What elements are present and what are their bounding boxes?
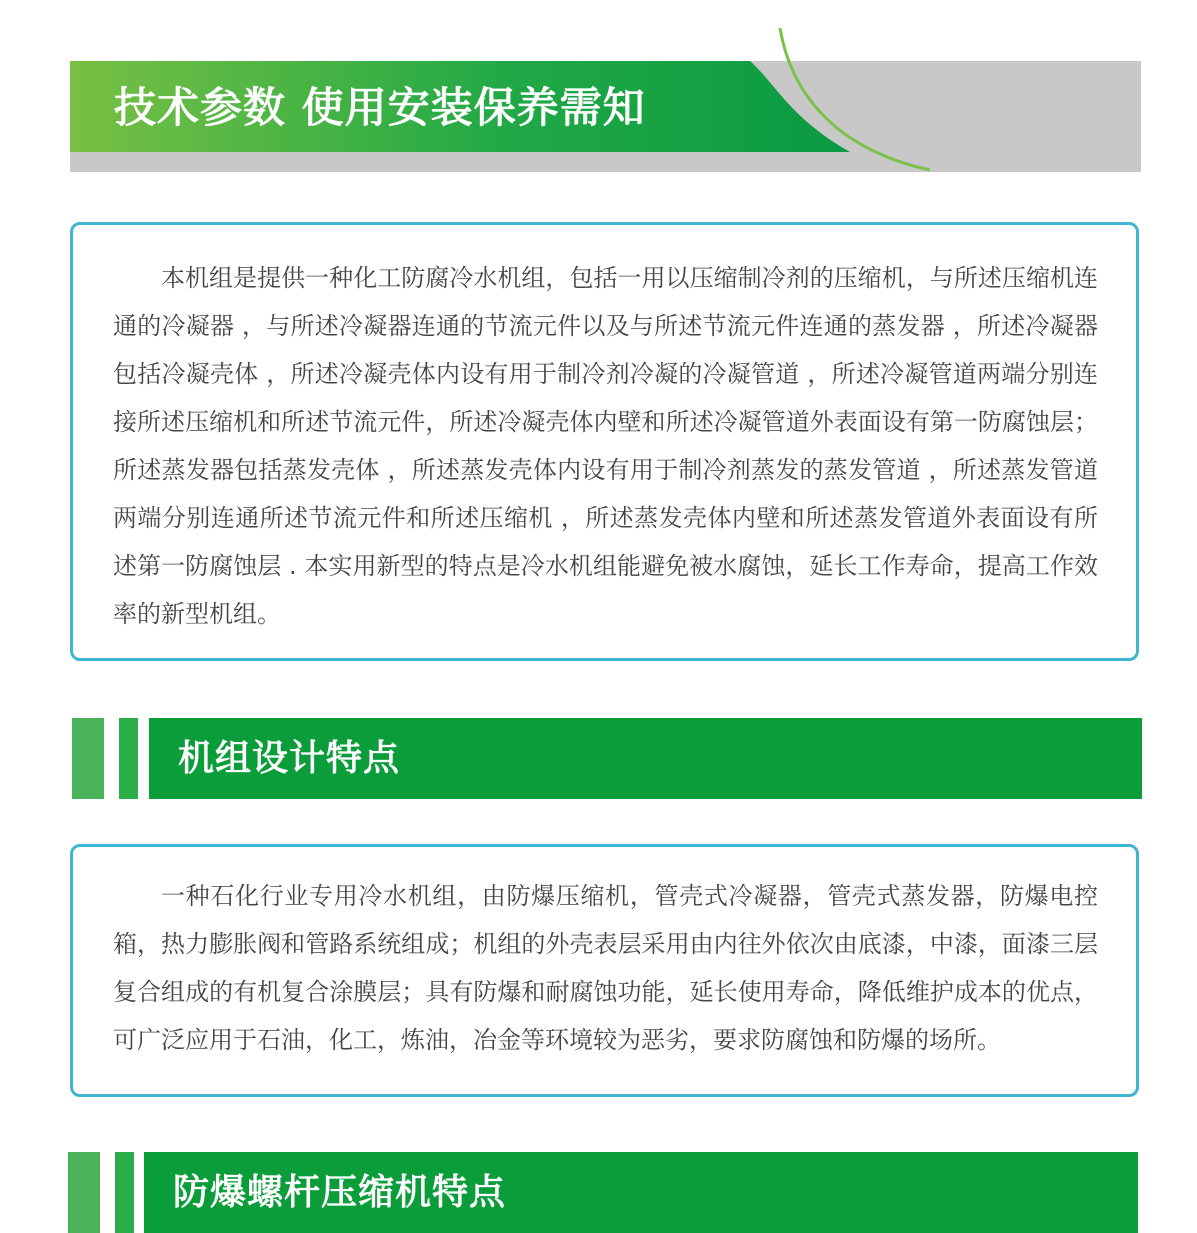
header-band <box>144 1152 1138 1233</box>
design-features-text: 一种石化行业专用冷水机组，由防爆压缩机，管壳式冷凝器，管壳式蒸发器，防爆电控箱，热力膨胀阀和管路系统组成；机组的外壳表层采用由内往外依次由底漆，中漆，面漆三层复合组成的有机复合涂膜层；具有防爆和耐腐蚀功能，延长使用寿命，降低维护成本的优点，可广泛应用于石油，化工，炼油，冶金等环境较为恶劣，要求防腐蚀和防爆的场所。 <box>113 882 1098 1054</box>
header-stripe <box>115 1152 134 1233</box>
header-stripe <box>68 1152 100 1233</box>
section-header-compressor-features <box>68 1152 1138 1233</box>
section-title: 机组设计特点 <box>178 738 401 779</box>
banner-title: 技术参数 使用安装保养需知 <box>114 83 646 132</box>
header-band <box>149 718 1142 799</box>
top-banner <box>70 28 1141 172</box>
section-title: 防爆螺杆压缩机特点 <box>173 1172 507 1213</box>
header-stripe <box>119 718 138 799</box>
intro-box <box>70 222 1139 661</box>
intro-text: 本机组是提供一种化工防腐冷水机组，包括一用以压缩制冷剂的压缩机，与所述压缩机连通的冷凝器 ，与所述冷凝器连通的节流元件以及与所述节流元件连通的蒸发器 ，所述冷凝器包括冷凝壳体 ，所述冷凝壳体内设有用于制冷剂冷凝的冷凝管道 ，所述冷凝管道两端分别连接所述压缩机和所述节流元件，所述冷凝壳体内壁和所述冷凝管道外表面设有第一防腐蚀层；所述蒸发器包括蒸发壳体 ，所述蒸发壳体内设有用于制冷剂蒸发的蒸发管道 ，所述蒸发管道两端分别连通所述节流元件和所述压缩机 ，所述蒸发壳体内壁和所述蒸发管道外表面设有所述第一防腐蚀层 . 本实用新型的特点是冷水机组能避免被水腐蚀，延长工作寿命，提高工作效率的新型机组。 <box>113 264 1098 628</box>
header-stripe <box>72 718 104 799</box>
design-features-box <box>70 844 1139 1097</box>
section-header-design-features <box>72 718 1142 799</box>
